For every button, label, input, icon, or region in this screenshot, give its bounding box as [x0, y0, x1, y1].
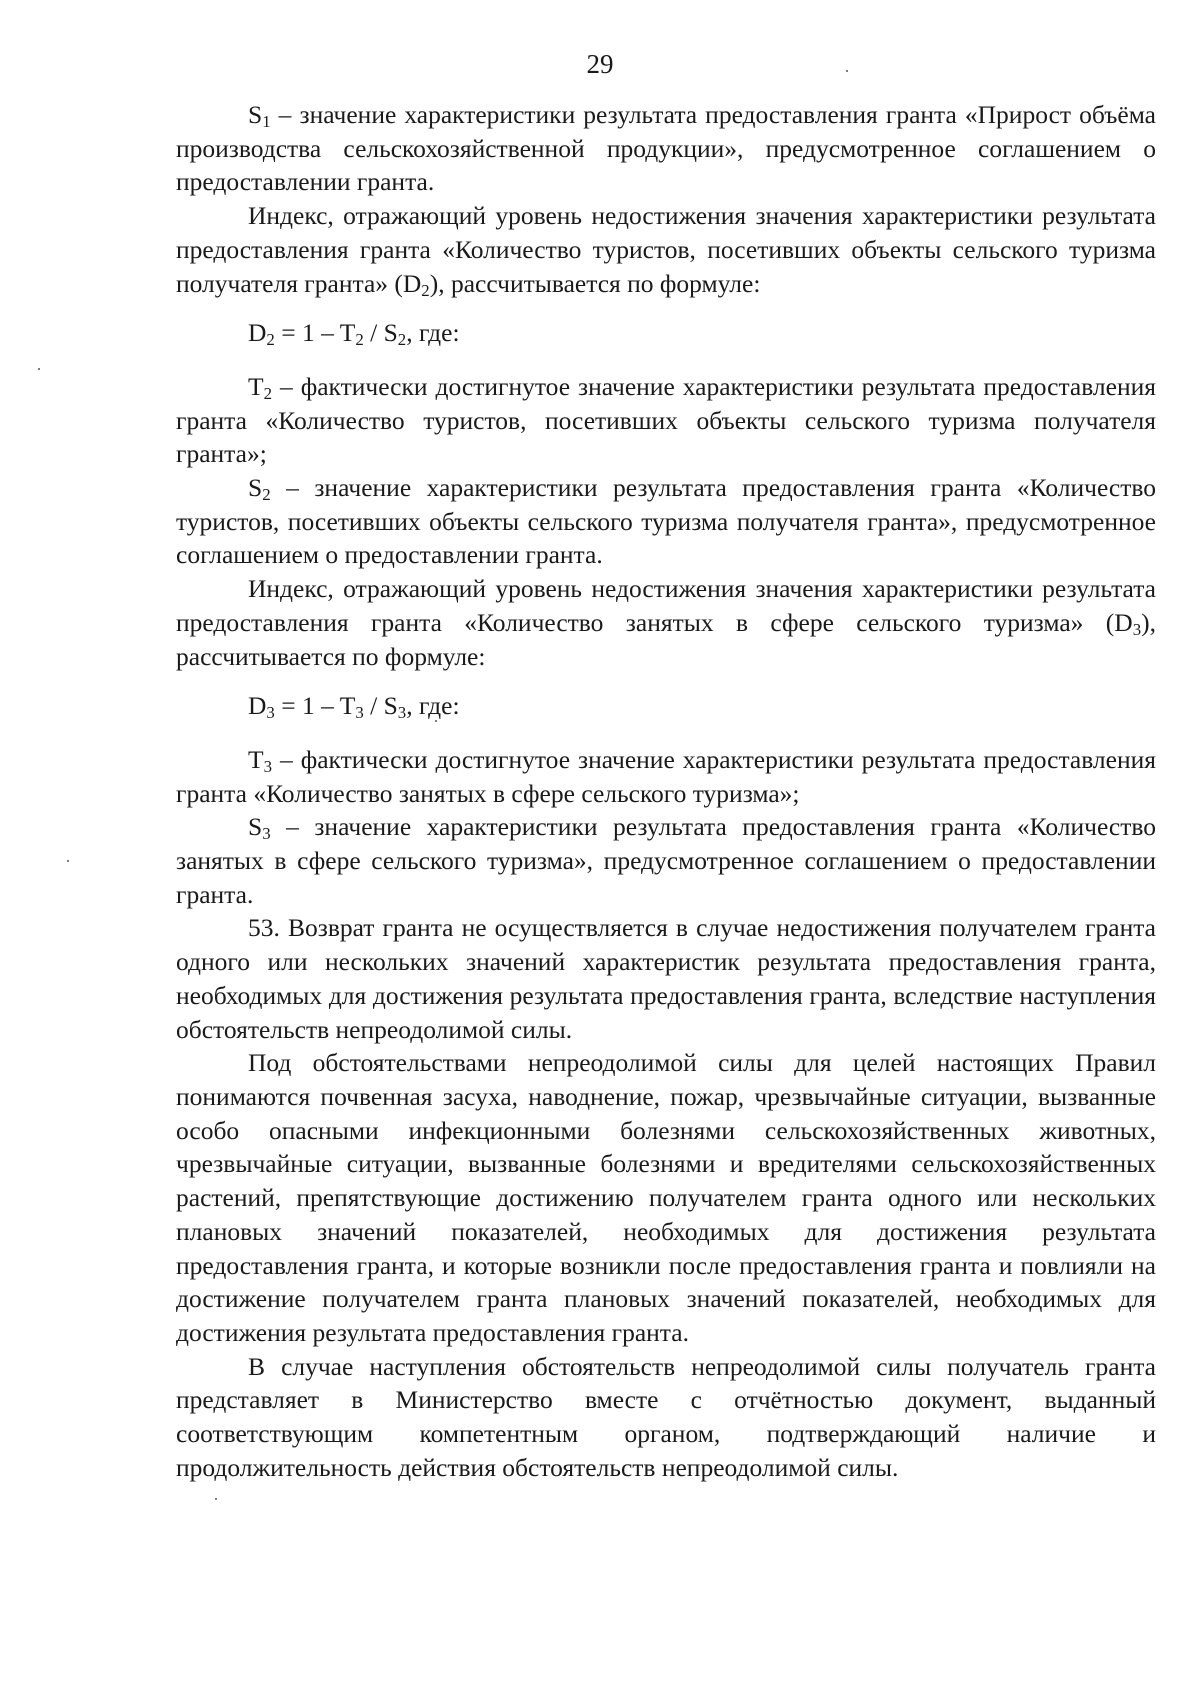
text-run: T	[248, 371, 264, 401]
scan-speck	[67, 860, 69, 862]
scan-speck	[38, 368, 40, 370]
text-run: S	[248, 100, 263, 129]
text-run: 53. Возврат гранта не осуществляется в случае недостижения получателем гранта одного или нескольких значений характеристик результата предоставления гранта, необходимых для достижения результата предоставления гранта, вследствие наступления обстоятельств непреодолимой силы.	[176, 913, 1156, 1044]
paragraph-s1	[176, 98, 1156, 199]
text-run: – фактически достигнутое значение характеристики результата предоставления гранта «Количество занятых в сфере сельского туризма»;	[176, 744, 1156, 808]
text-run: S	[248, 812, 263, 842]
page-number: 29	[586, 49, 614, 79]
scan-speck	[215, 1498, 217, 1500]
paragraph-s2	[176, 471, 1156, 572]
formula	[176, 689, 1156, 723]
text-run: Индекс, отражающий уровень недостижения значения характеристики результата предоставления гранта «Количество туристов, посетивших объекты сельского туризма получателя гранта» (D	[176, 201, 1156, 298]
paragraph-t3	[176, 743, 1156, 810]
subscript: 2	[421, 280, 430, 300]
subscript: 2	[262, 485, 271, 505]
subscript: 2	[266, 330, 275, 350]
text-run: – значение характеристики результата предоставления гранта «Количество туристов, посетивших объекты сельского туризма получателя гранта», предусмотренное соглашением о предоставлении гранта.	[176, 473, 1156, 570]
subscript: 1	[262, 112, 271, 132]
text-run: – фактически достигнутое значение характеристики результата предоставления гранта «Количество туристов, посетивших объекты сельского туризма получателя гранта»;	[176, 371, 1156, 469]
subscript: 3	[263, 757, 272, 777]
text-run: = 1 – T	[274, 691, 356, 721]
text-run: В случае наступления обстоятельств непреодолимой силы получатель гранта представляет в Министерство вместе с отчётностью документ, выданный соответствующим компетентным органом, подтверждающий наличие и продолжительность действия обстоятельств непреодолимой силы.	[176, 1351, 1156, 1482]
text-run: / S	[363, 691, 398, 721]
text-run: , где:	[406, 318, 460, 348]
text-run: ), рассчитывается по формуле:	[176, 607, 1156, 671]
paragraph-t2	[176, 370, 1156, 471]
text-run: Под обстоятельствами непреодолимой силы для целей настоящих Правил понимаются почвенная засуха, наводнение, пожар, чрезвычайные ситуации, вызванные особо опасными инфекционными болезнями сельскохозяйственных животных, чрезвычайные ситуации, вызванные болезнями и вредителями сельскохозяйственных растений, препятствующие достижению получателем гранта одного или нескольких плановых значений показателей, необходимых для достижения результата предоставления гранта, и которые возникли после предоставления гранта и повлияли на достижение получателем гранта плановых значений показателей, необходимых для достижения результата предоставления гранта.	[176, 1048, 1156, 1347]
text-run: Индекс, отражающий уровень недостижения значения характеристики результата предоставления гранта «Количество занятых в сфере сельского туризма» (D	[176, 574, 1156, 637]
paragraph-index-d2-intro	[176, 199, 1156, 300]
subscript: 3	[262, 824, 271, 844]
scan-speck	[435, 720, 437, 722]
paragraph-item-53	[176, 911, 1156, 1046]
paragraph-index-d3-intro	[176, 572, 1156, 673]
subscript: 3	[266, 703, 275, 723]
subscript: 2	[263, 384, 272, 404]
text-run: S	[248, 473, 263, 503]
subscript: 2	[355, 330, 364, 350]
text-run: T	[248, 744, 264, 774]
scan-speck	[846, 70, 848, 72]
paragraph-force-majeure-document	[176, 1350, 1156, 1485]
text-run: / S	[363, 318, 398, 348]
text-run: D	[248, 318, 267, 348]
paragraph-s3	[176, 810, 1156, 911]
text-run: = 1 – T	[274, 318, 356, 348]
text-run: – значение характеристики результата предоставления гранта «Прирост объёма производства сельскохозяйственной продукции», предусмотренное соглашением о предоставлении гранта.	[176, 100, 1156, 197]
subscript: 3	[397, 703, 407, 723]
subscript: 3	[1132, 620, 1142, 640]
subscript: 2	[397, 330, 407, 350]
text-run: ), рассчитывается по формуле:	[429, 268, 761, 298]
formula	[176, 316, 1156, 350]
body-text	[176, 98, 1156, 1484]
text-run: – значение характеристики результата предоставления гранта «Количество занятых в сфере сельского туризма», предусмотренное соглашением о предоставлении гранта.	[176, 812, 1156, 909]
paragraph-force-majeure-definition	[176, 1046, 1156, 1349]
text-run: D	[248, 691, 267, 721]
subscript: 3	[355, 703, 364, 723]
text-run: , где:	[406, 691, 460, 721]
